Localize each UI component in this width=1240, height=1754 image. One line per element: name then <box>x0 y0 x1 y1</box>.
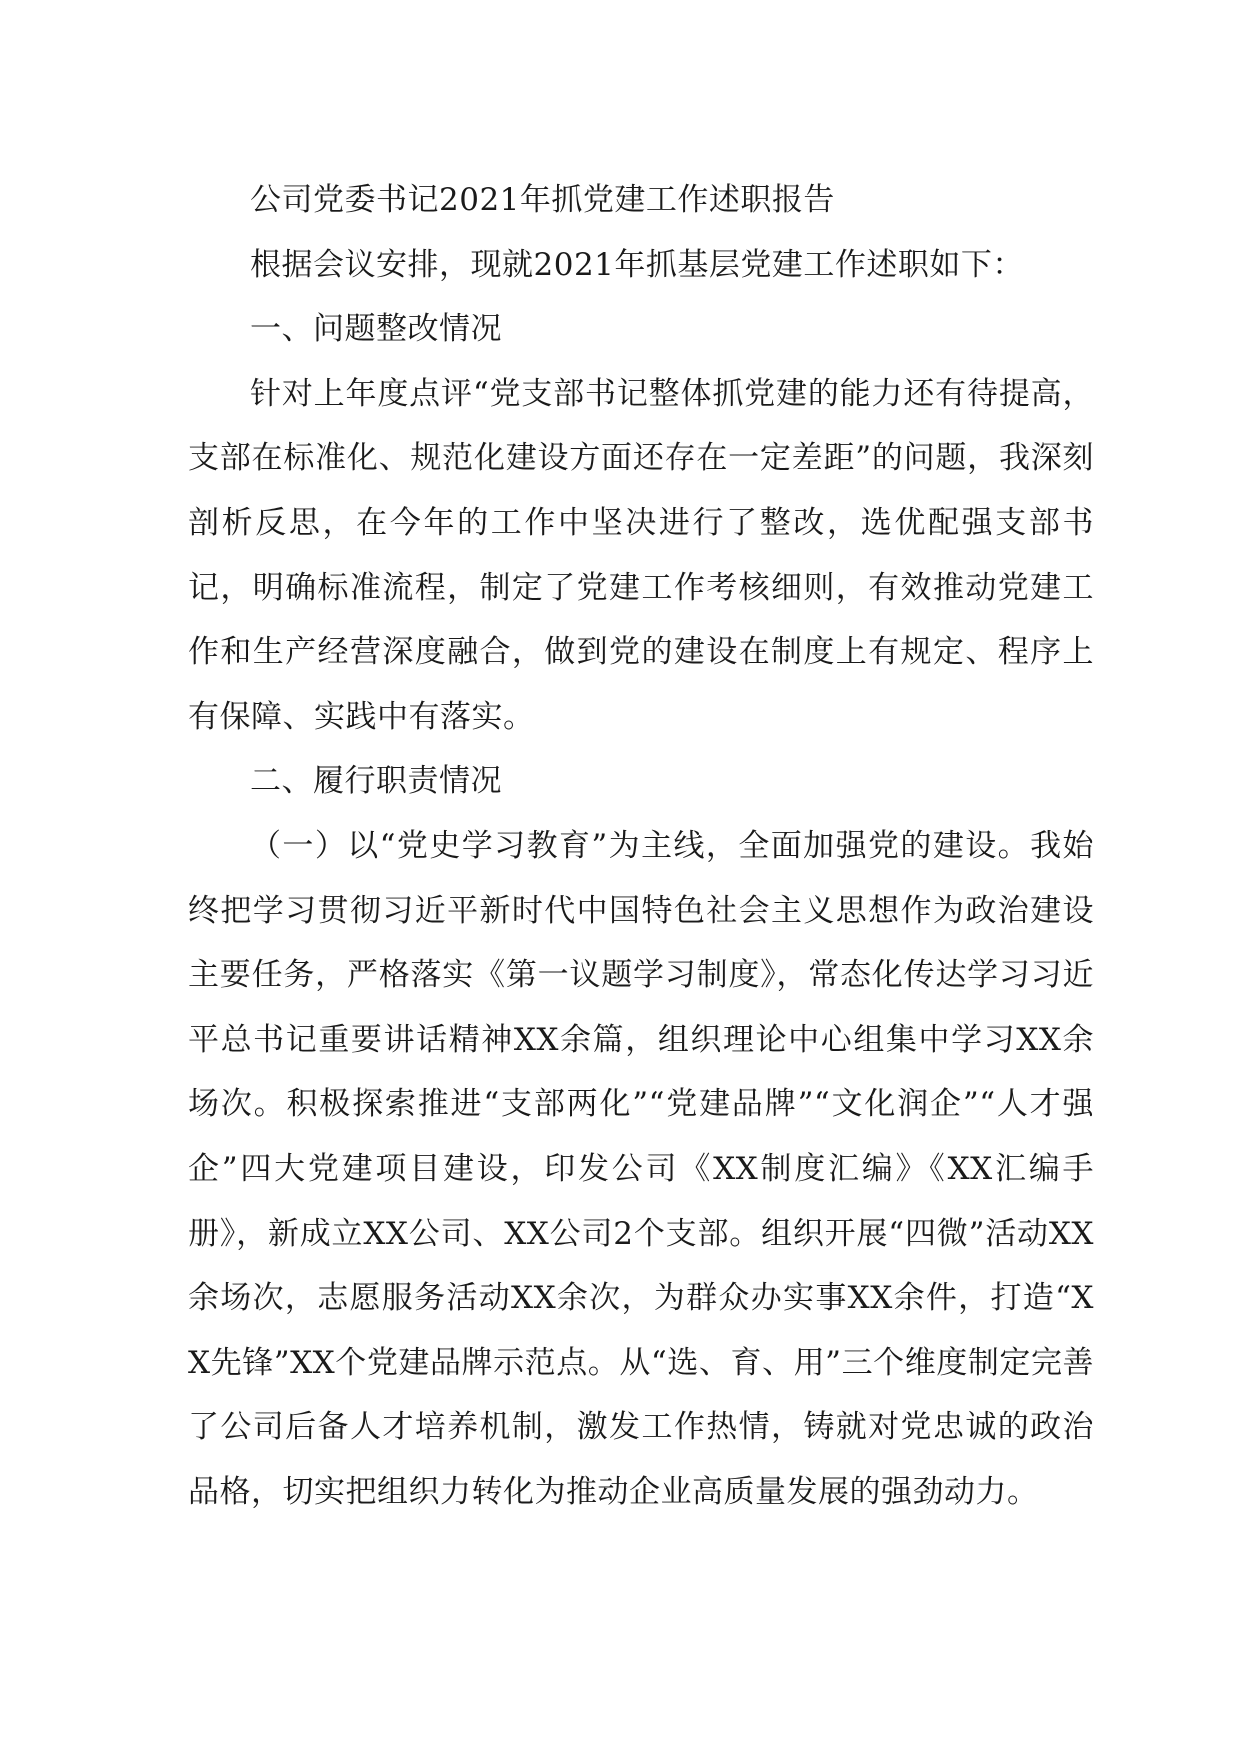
section-heading-problem-rectification: 一、问题整改情况 <box>250 311 502 348</box>
section-body-duty-performance: （一）以“党史学习教育”为主线，全面加强党的建设。我始终把学习贯彻习近平新时代中国特色社会主义思想作为政治建设主要任务，严格落实《第一议题学习制度》，常态化传达学习习近平总书记重要讲话精神XX余篇，组织理论中心组集中学习XX余场次。积极探索推进“支部两化”“党建品牌”“文化润企”“人才强企”四大党建项目建设，印发公司《XX制度汇编》《XX汇编手册》，新成立XX公司、XX公司2个支部。组织开展“四微”活动XX余场次，志愿服务活动XX余次，为群众办实事XX余件，打造“XX先锋”XX个党建品牌示范点。从“选、育、用”三个维度制定完善了公司后备人才培养机制，激发工作热情，铸就对党忠诚的政治品格，切实把组织力转化为推动企业高质量发展的强劲动力。 <box>188 827 1094 1510</box>
intro-paragraph: 根据会议安排，现就2021年抓基层党建工作述职如下： <box>250 246 1024 283</box>
document-title: 公司党委书记2021年抓党建工作述职报告 <box>250 182 835 218</box>
section-body-problem-rectification: 针对上年度点评“党支部书记整体抓党建的能力还有待提高，支部在标准化、规范化建设方面还存在一定差距”的问题，我深刻剖析反思，在今年的工作中坚决进行了整改，选优配强支部书记，明确标准流程，制定了党建工作考核细则，有效推动党建工作和生产经营深度融合，做到党的建设在制度上有规定、程序上有保障、实践中有落实。 <box>188 375 1094 735</box>
section-heading-duty-performance: 二、履行职责情况 <box>250 763 502 800</box>
document-body <box>188 168 1094 1524</box>
